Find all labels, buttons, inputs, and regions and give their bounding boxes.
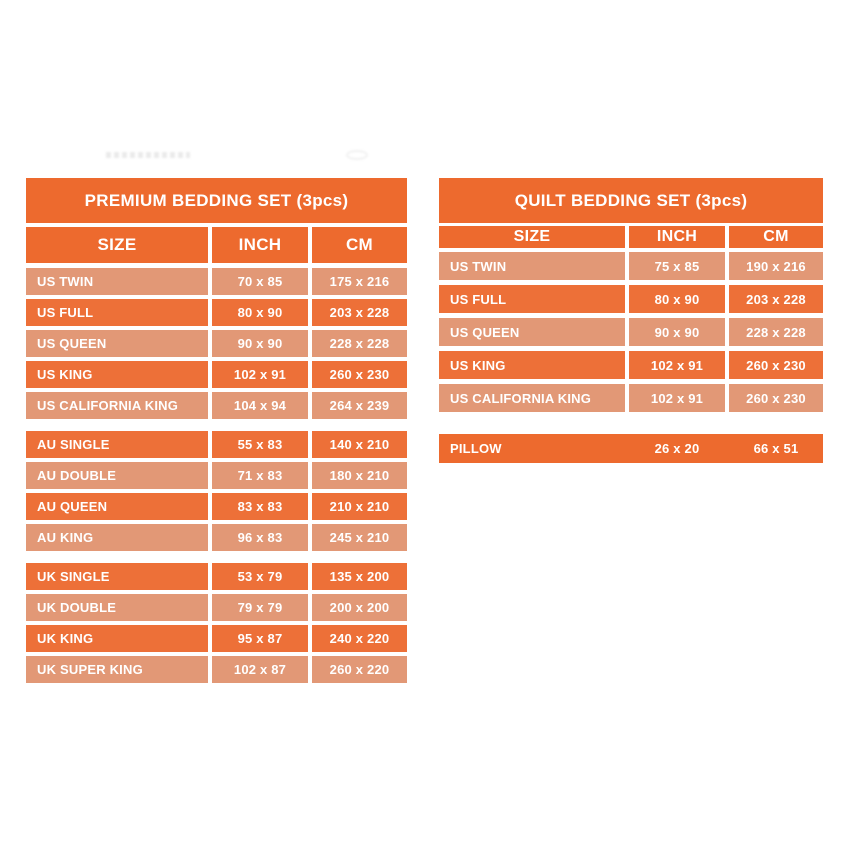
column-header-size: SIZE — [439, 226, 625, 248]
size-cell: AU SINGLE — [26, 431, 208, 458]
table-section — [26, 268, 407, 419]
table-row — [439, 318, 823, 346]
inch-cell: 70 x 85 — [212, 268, 308, 295]
size-cell: AU QUEEN — [26, 493, 208, 520]
table-row — [26, 594, 407, 621]
cm-cell: 264 x 239 — [312, 392, 407, 419]
inch-cell: 102 x 87 — [212, 656, 308, 683]
size-cell: US KING — [26, 361, 208, 388]
size-cell: AU DOUBLE — [26, 462, 208, 489]
size-cell: US CALIFORNIA KING — [439, 384, 625, 412]
column-header-size: SIZE — [26, 227, 208, 263]
inch-cell: 83 x 83 — [212, 493, 308, 520]
cm-cell: 240 x 220 — [312, 625, 407, 652]
inch-cell: 53 x 79 — [212, 563, 308, 590]
table-row — [439, 252, 823, 280]
inch-cell: 102 x 91 — [212, 361, 308, 388]
inch-cell: 79 x 79 — [212, 594, 308, 621]
table-row — [26, 493, 407, 520]
inch-cell: 75 x 85 — [629, 252, 725, 280]
table-body — [26, 268, 407, 683]
table-row — [26, 563, 407, 590]
table-section — [439, 252, 823, 412]
table-row — [26, 431, 407, 458]
cm-cell: 260 x 230 — [312, 361, 407, 388]
cm-cell: 200 x 200 — [312, 594, 407, 621]
inch-cell: 96 x 83 — [212, 524, 308, 551]
cm-cell: 180 x 210 — [312, 462, 407, 489]
column-header-cm: CM — [312, 227, 407, 263]
size-cell: US TWIN — [26, 268, 208, 295]
cm-cell: 190 x 216 — [729, 252, 823, 280]
table-row — [26, 462, 407, 489]
size-cell: US QUEEN — [439, 318, 625, 346]
watermark-oval-mark — [346, 150, 368, 160]
size-cell: US FULL — [439, 285, 625, 313]
inch-cell: 102 x 91 — [629, 351, 725, 379]
cm-cell: 175 x 216 — [312, 268, 407, 295]
inch-cell: 102 x 91 — [629, 384, 725, 412]
cm-cell: 203 x 228 — [312, 299, 407, 326]
table-body — [439, 252, 823, 463]
table-row — [26, 656, 407, 683]
cm-cell: 203 x 228 — [729, 285, 823, 313]
table-section — [26, 431, 407, 551]
inch-cell: 95 x 87 — [212, 625, 308, 652]
size-cell: US TWIN — [439, 252, 625, 280]
inch-cell: 80 x 90 — [629, 285, 725, 313]
size-cell: US KING — [439, 351, 625, 379]
table-row — [439, 351, 823, 379]
inch-cell: 90 x 90 — [212, 330, 308, 357]
cm-cell: 210 x 210 — [312, 493, 407, 520]
inch-cell: 90 x 90 — [629, 318, 725, 346]
cm-cell: 245 x 210 — [312, 524, 407, 551]
size-cell: UK SINGLE — [26, 563, 208, 590]
watermark-smudge — [106, 152, 190, 158]
inch-cell: 80 x 90 — [212, 299, 308, 326]
cm-cell: 260 x 220 — [312, 656, 407, 683]
size-cell: UK KING — [26, 625, 208, 652]
inch-cell: 55 x 83 — [212, 431, 308, 458]
size-cell: US FULL — [26, 299, 208, 326]
inch-cell: 26 x 20 — [654, 441, 700, 456]
cm-cell: 260 x 230 — [729, 351, 823, 379]
size-cell: US CALIFORNIA KING — [26, 392, 208, 419]
pillow-row — [439, 434, 823, 463]
table-row — [26, 330, 407, 357]
column-header-inch: INCH — [629, 226, 725, 248]
table-row — [439, 285, 823, 313]
table-row — [26, 299, 407, 326]
cm-cell: 260 x 230 — [729, 384, 823, 412]
inch-cell: 71 x 83 — [212, 462, 308, 489]
cm-cell: 228 x 228 — [729, 318, 823, 346]
table-row — [26, 524, 407, 551]
size-cell: UK DOUBLE — [26, 594, 208, 621]
table-title: QUILT BEDDING SET (3pcs) — [439, 178, 823, 223]
table-section — [26, 563, 407, 683]
table-row — [439, 384, 823, 412]
column-header-inch: INCH — [212, 227, 308, 263]
column-header-cm: CM — [729, 226, 823, 248]
table-row — [26, 392, 407, 419]
cm-cell: 228 x 228 — [312, 330, 407, 357]
table-row — [26, 268, 407, 295]
size-cell: UK SUPER KING — [26, 656, 208, 683]
cm-cell: 140 x 210 — [312, 431, 407, 458]
table-row — [26, 625, 407, 652]
size-cell: US QUEEN — [26, 330, 208, 357]
column-header-row — [439, 226, 823, 248]
quilt-bedding-set-table — [439, 178, 823, 463]
cm-cell: 135 x 200 — [312, 563, 407, 590]
column-header-row — [26, 227, 407, 263]
cm-cell: 66 x 51 — [753, 441, 799, 456]
table-title: PREMIUM BEDDING SET (3pcs) — [26, 178, 407, 223]
size-cell: AU KING — [26, 524, 208, 551]
premium-bedding-set-table — [26, 178, 407, 683]
table-row — [26, 361, 407, 388]
inch-cell: 104 x 94 — [212, 392, 308, 419]
size-cell: PILLOW — [450, 441, 502, 456]
